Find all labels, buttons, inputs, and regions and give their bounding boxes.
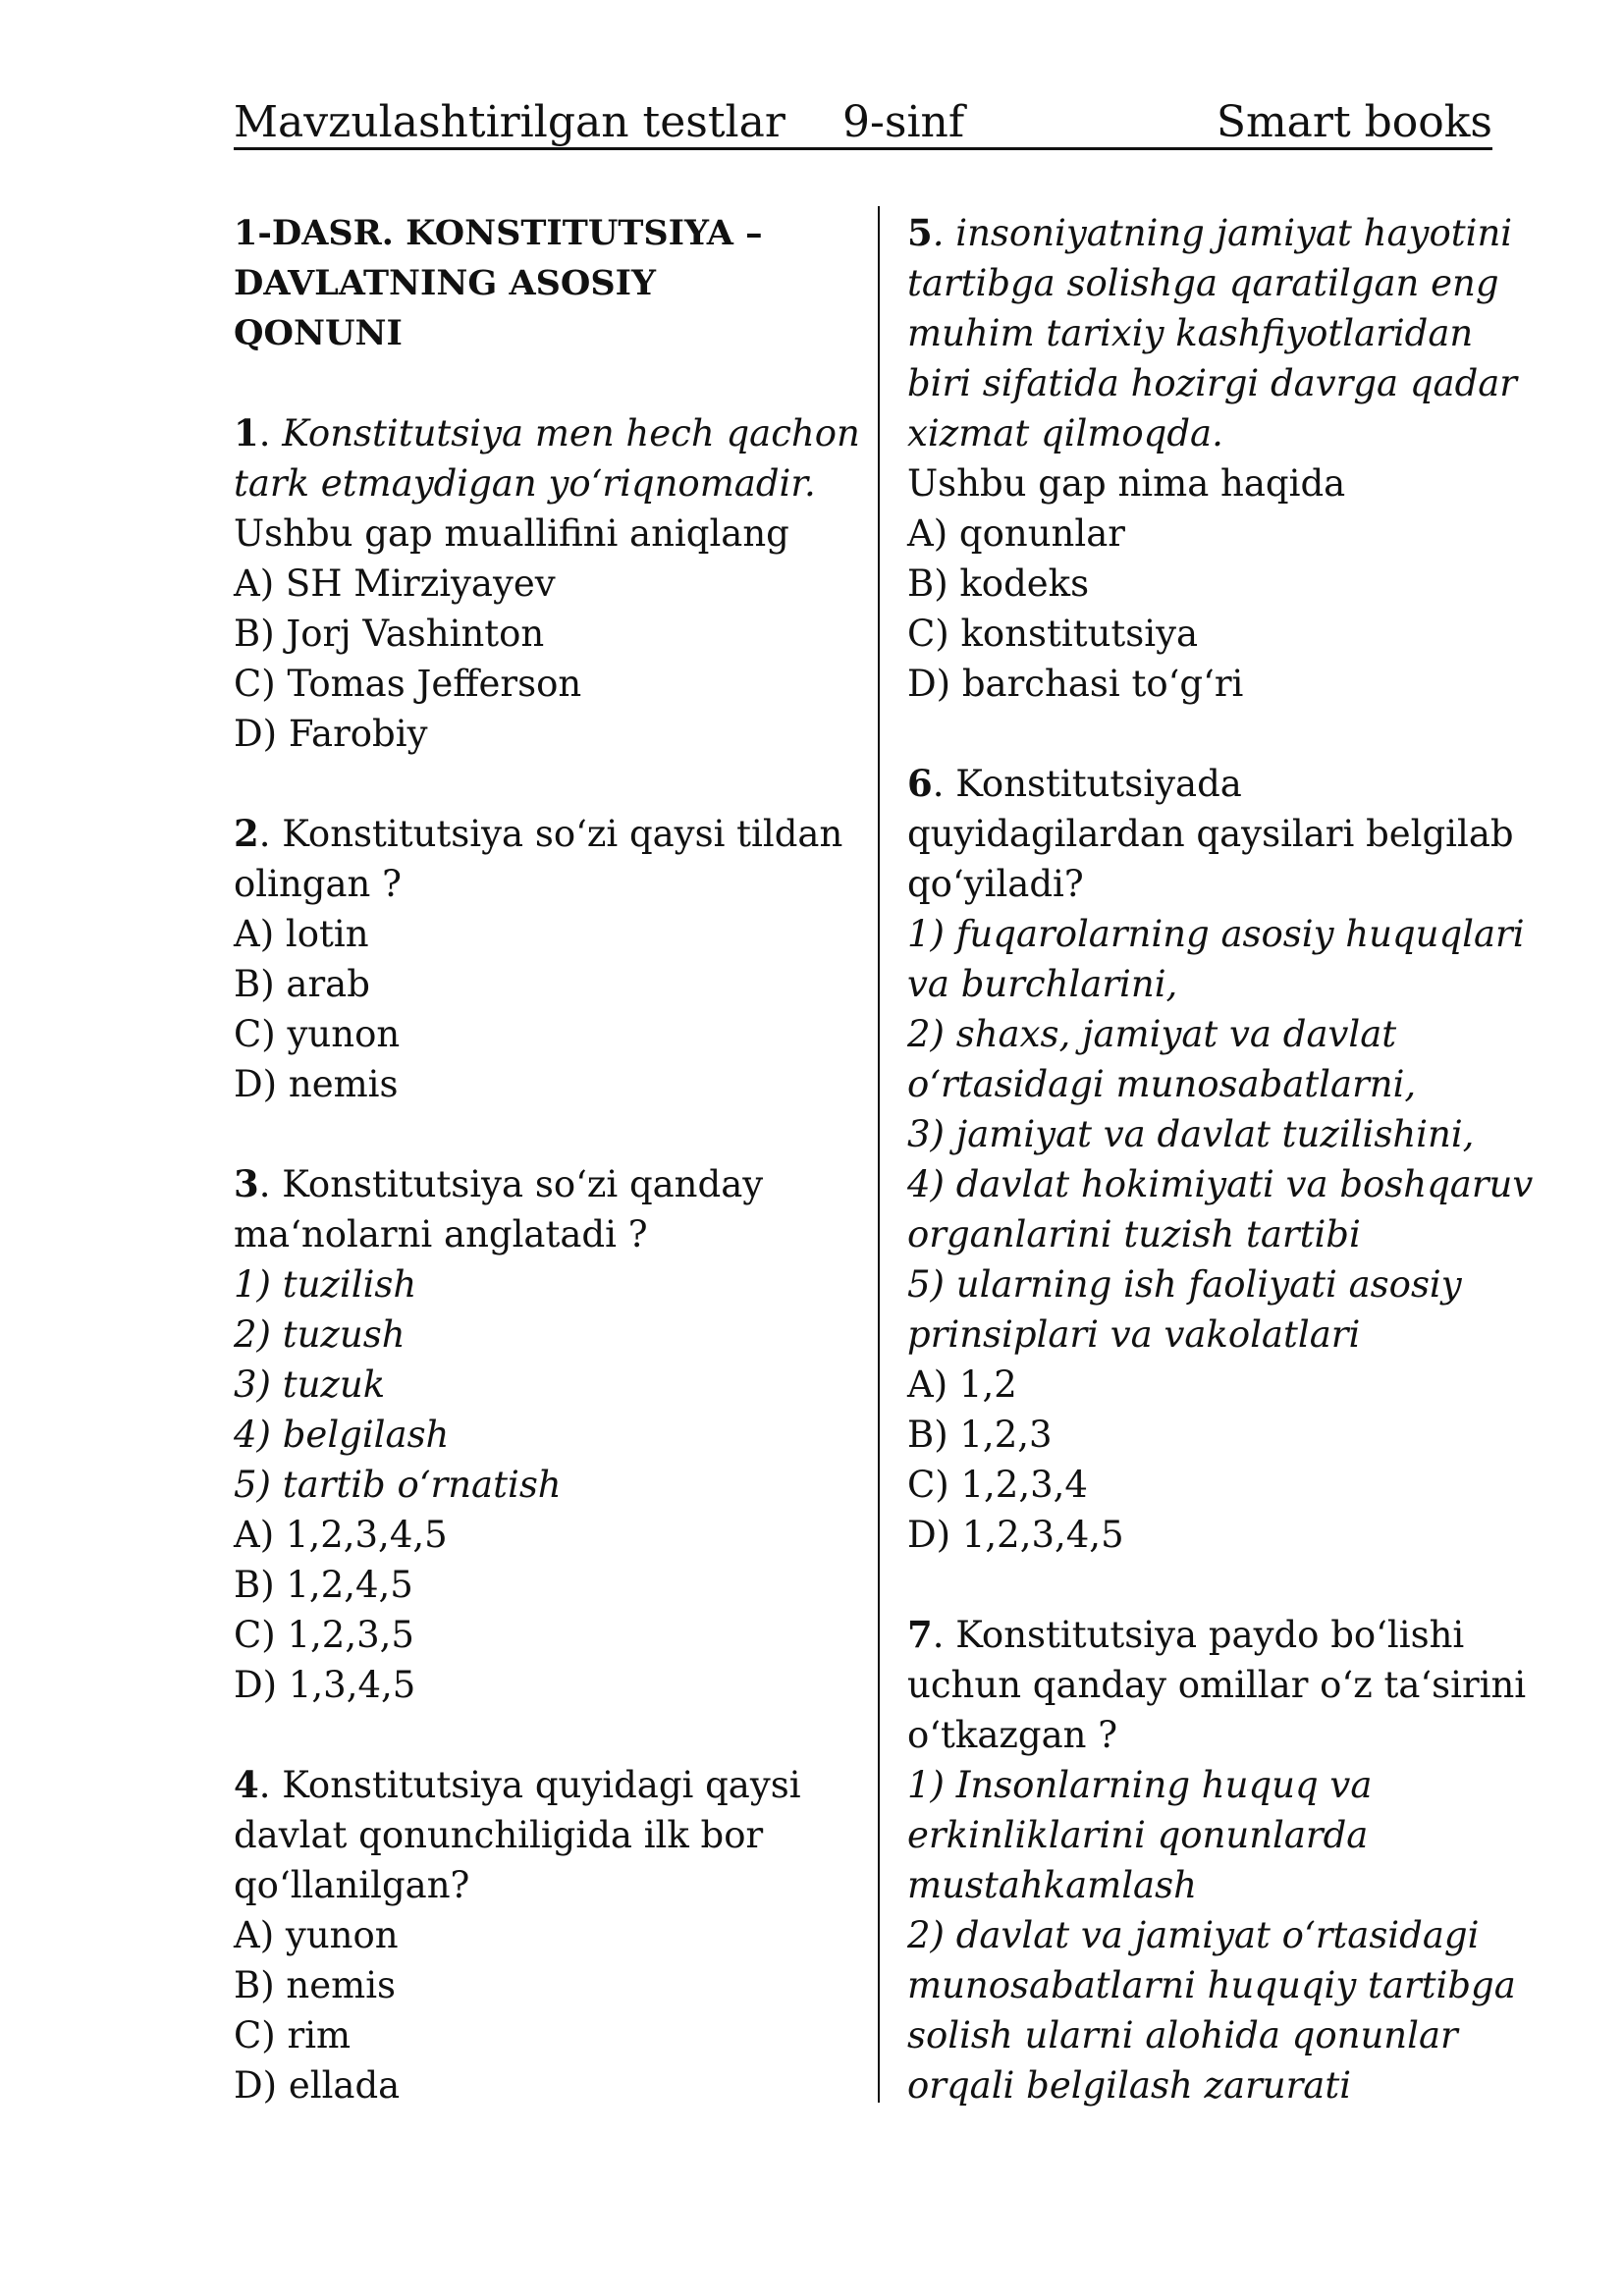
question-number: 4 — [234, 1763, 259, 1806]
statement-item: 5) tartib o‘rnatish — [234, 1464, 562, 1506]
question-4 — [234, 1760, 862, 2110]
statement-item: o‘rtasidagi munosabatlarni, — [907, 1063, 1417, 1105]
question-text: Ushbu gap nima haqida — [907, 462, 1346, 505]
answer-option[interactable]: D) barchasi to‘g‘ri — [907, 663, 1244, 705]
question-text: quyidagilardan qaysilari belgilab — [907, 813, 1514, 855]
question-text: uchun qanday omillar o‘z ta‘sirini — [907, 1664, 1527, 1706]
question-7 — [907, 1610, 1536, 2110]
question-number: 3 — [234, 1162, 259, 1205]
left-column — [234, 208, 862, 2110]
question-quote: . insoniyatning jamiyat hayotini — [932, 212, 1513, 254]
question-number: 2 — [234, 812, 259, 855]
statement-item: 5) ularning ish faoliyati asosiy — [907, 1263, 1462, 1306]
question-text: . Konstitutsiya so‘zi qaysi tildan — [258, 813, 843, 855]
statement-item: 4) davlat hokimiyati va boshqaruv — [907, 1163, 1534, 1205]
lesson-title-line: 1-DASR. KONSTITUTSIYA – — [234, 213, 763, 253]
question-3 — [234, 1159, 862, 1710]
answer-option[interactable]: C) Tomas Jefferson — [234, 663, 582, 705]
lesson-title-line: DAVLATNING ASOSIY — [234, 263, 656, 303]
header-book-title: Mavzulashtirilgan testlar — [234, 97, 785, 147]
statement-item: 1) Insonlarning huquq va — [907, 1764, 1373, 1806]
answer-option[interactable]: C) 1,2,3,4 — [907, 1464, 1088, 1506]
question-number: 5 — [907, 211, 933, 254]
question-2 — [234, 809, 862, 1109]
statement-item: organlarini tuzish tartibi — [907, 1213, 1361, 1255]
question-text: . Konstitutsiyada — [932, 763, 1242, 805]
header-grade: 9-sinf — [842, 97, 965, 147]
question-text: . Konstitutsiya so‘zi qanday — [258, 1163, 764, 1205]
lesson-title-line: QONUNI — [234, 313, 403, 353]
question-quote: Konstitutsiya men hech qachon — [282, 412, 860, 454]
question-text: qo‘llanilgan? — [234, 1864, 470, 1906]
question-6 — [907, 759, 1536, 1560]
answer-option[interactable]: A) yunon — [234, 1914, 399, 1956]
statement-item: orqali belgilash zarurati — [907, 2064, 1352, 2107]
answer-option[interactable]: D) nemis — [234, 1063, 399, 1105]
question-quote: xizmat qilmoqda. — [907, 412, 1223, 454]
answer-option[interactable]: D) 1,3,4,5 — [234, 1664, 416, 1706]
question-quote: tartibga solishga qaratilgan eng — [907, 262, 1499, 304]
page-header — [234, 98, 1492, 150]
question-number: 7 — [907, 1613, 933, 1656]
statement-item: prinsiplari va vakolatlari — [907, 1313, 1361, 1356]
answer-option[interactable]: C) konstitutsiya — [907, 613, 1199, 655]
right-column — [907, 208, 1536, 2110]
question-quote: tark etmaydigan yo‘riqnomadir. — [234, 462, 816, 505]
question-quote: biri sifatida hozirgi davrga qadar — [907, 362, 1517, 404]
statement-item: solish ularni alohida qonunlar — [907, 2014, 1458, 2056]
column-divider — [878, 206, 880, 2103]
statement-item: mustahkamlash — [907, 1864, 1197, 1906]
question-text: . Konstitutsiya paydo bo‘lishi — [932, 1614, 1465, 1656]
answer-option[interactable]: B) arab — [234, 963, 370, 1005]
statement-item: 3) jamiyat va davlat tuzilishini, — [907, 1113, 1475, 1155]
answer-option[interactable]: B) 1,2,3 — [907, 1414, 1053, 1456]
statement-item: munosabatlarni huquqiy tartibga — [907, 1964, 1516, 2006]
statement-item: 2) shaxs, jamiyat va davlat — [907, 1013, 1397, 1055]
answer-option[interactable]: C) yunon — [234, 1013, 401, 1055]
question-text: qo‘yiladi? — [907, 863, 1084, 905]
answer-option[interactable]: A) lotin — [234, 913, 369, 955]
answer-option[interactable]: B) 1,2,4,5 — [234, 1564, 413, 1606]
answer-option[interactable]: A) 1,2,3,4,5 — [234, 1514, 448, 1556]
answer-option[interactable]: D) ellada — [234, 2064, 401, 2107]
answer-option[interactable]: B) nemis — [234, 1964, 397, 2006]
question-quote: muhim tarixiy kashfiyotlaridan — [907, 312, 1474, 354]
question-number: 1 — [234, 411, 259, 454]
statement-item: 2) tuzush — [234, 1313, 406, 1356]
answer-option[interactable]: A) 1,2 — [907, 1363, 1017, 1406]
answer-option[interactable]: C) 1,2,3,5 — [234, 1614, 414, 1656]
statement-item: va burchlarini, — [907, 963, 1178, 1005]
statement-item: 4) belgilash — [234, 1414, 450, 1456]
question-1 — [234, 408, 862, 759]
statement-item: 1) fuqarolarning asosiy huquqlari — [907, 913, 1525, 955]
question-text: Ushbu gap muallifini aniqlang — [234, 512, 789, 555]
question-text: olingan ? — [234, 863, 402, 905]
answer-option[interactable]: D) 1,2,3,4,5 — [907, 1514, 1124, 1556]
question-text: davlat qonunchiligida ilk bor — [234, 1814, 764, 1856]
statement-item: erkinliklarini qonunlarda — [907, 1814, 1369, 1856]
answer-option[interactable]: B) kodeks — [907, 562, 1090, 605]
answer-option[interactable]: C) rim — [234, 2014, 352, 2056]
answer-option[interactable]: D) Farobiy — [234, 713, 428, 755]
answer-option[interactable]: B) Jorj Vashinton — [234, 613, 545, 655]
question-number: 6 — [907, 762, 933, 805]
statement-item: 1) tuzilish — [234, 1263, 417, 1306]
header-publisher: Smart books — [1216, 97, 1492, 147]
question-text: . Konstitutsiya quyidagi qaysi — [258, 1764, 801, 1806]
answer-option[interactable]: A) qonunlar — [907, 512, 1125, 555]
question-text: ma‘nolarni anglatadi ? — [234, 1213, 648, 1255]
question-5 — [907, 208, 1536, 709]
statement-item: 2) davlat va jamiyat o‘rtasidagi — [907, 1914, 1480, 1956]
statement-item: 3) tuzuk — [234, 1363, 386, 1406]
answer-option[interactable]: A) SH Mirziyayev — [234, 562, 556, 605]
question-text: . — [258, 412, 283, 454]
question-text: o‘tkazgan ? — [907, 1714, 1118, 1756]
